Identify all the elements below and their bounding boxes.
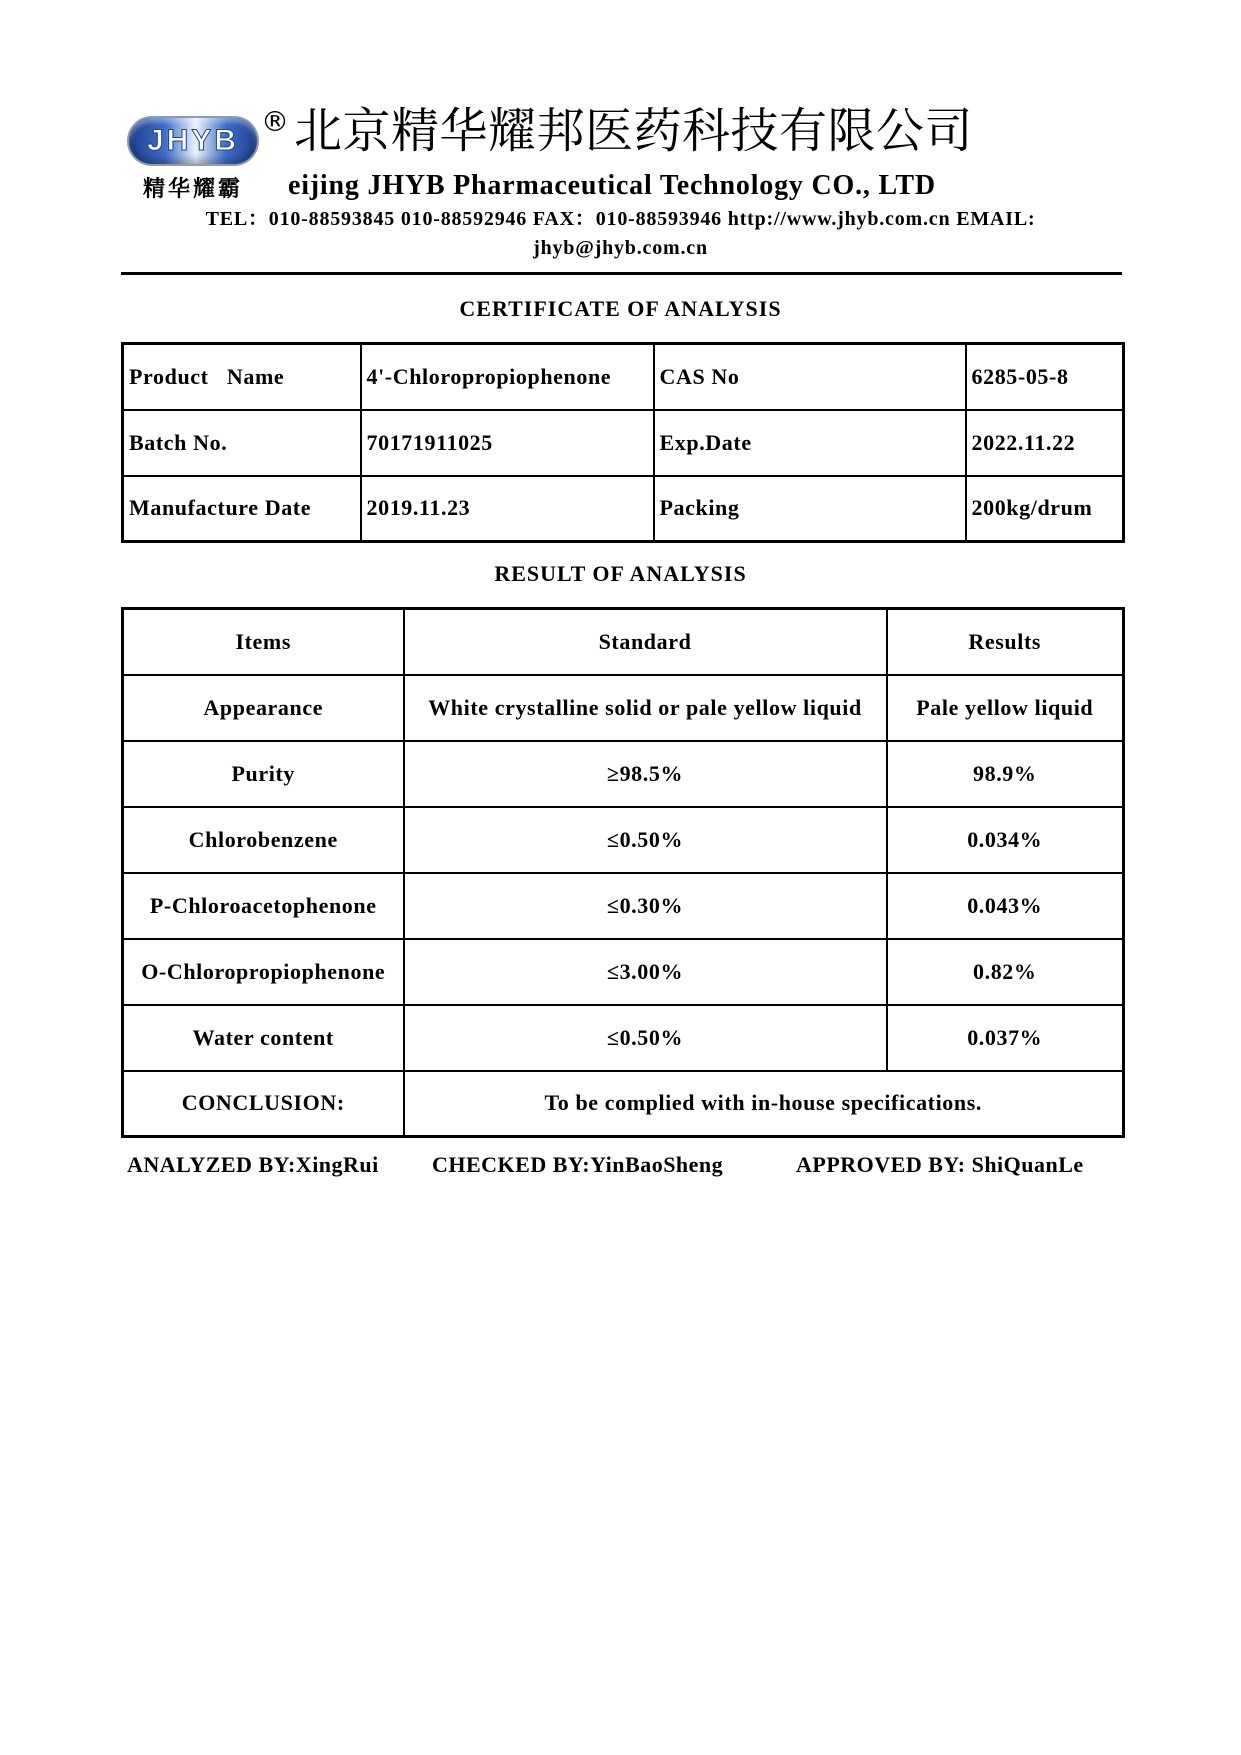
standard-cell: ≥98.5%	[404, 741, 887, 807]
contact-email: jhyb@jhyb.com.cn	[533, 237, 708, 259]
table-row	[123, 410, 1124, 476]
product-info-table	[121, 342, 1125, 543]
table-header-row	[123, 609, 1124, 675]
table-row	[123, 939, 1124, 1005]
result-cell: 0.82%	[887, 939, 1124, 1005]
conclusion-label: CONCLUSION:	[123, 1071, 404, 1137]
standard-cell: ≤0.50%	[404, 807, 887, 873]
standard-cell: ≤0.50%	[404, 1005, 887, 1071]
result-title: RESULT OF ANALYSIS	[494, 561, 747, 586]
item-cell: Chlorobenzene	[123, 807, 404, 873]
result-cell: Pale yellow liquid	[887, 675, 1124, 741]
header-divider	[121, 272, 1122, 275]
column-header-results: Results	[887, 609, 1124, 675]
item-cell: Purity	[123, 741, 404, 807]
table-row	[123, 675, 1124, 741]
standard-cell: ≤3.00%	[404, 939, 887, 1005]
logo-subtitle: 精华耀霸	[143, 177, 244, 202]
company-logo	[127, 116, 259, 166]
packing-label: Packing	[654, 476, 966, 542]
contact-line: TEL：010-88593845 010-88592946 FAX：010-88593946 http://www.jhyb.com.cn EMAIL:	[205, 208, 1036, 230]
item-cell: P-Chloroacetophenone	[123, 873, 404, 939]
conclusion-row	[123, 1071, 1124, 1137]
item-cell: Water content	[123, 1005, 404, 1071]
company-name-english: eijing JHYB Pharmaceutical Technology CO., LTD	[288, 170, 936, 201]
result-cell: 0.034%	[887, 807, 1124, 873]
analyzed-by-signature: ANALYZED BY:XingRui	[127, 1152, 379, 1177]
item-cell: Appearance	[123, 675, 404, 741]
table-row	[123, 873, 1124, 939]
result-cell: 0.043%	[887, 873, 1124, 939]
results-table	[121, 607, 1125, 1138]
column-header-items: Items	[123, 609, 404, 675]
result-cell: 0.037%	[887, 1005, 1124, 1071]
column-header-standard: Standard	[404, 609, 887, 675]
standard-cell: White crystalline solid or pale yellow liquid	[404, 675, 887, 741]
product-name-value: 4'-Chloropropiophenone	[361, 344, 654, 410]
batch-no-value: 70171911025	[361, 410, 654, 476]
table-row	[123, 741, 1124, 807]
table-row	[123, 1005, 1124, 1071]
exp-date-label: Exp.Date	[654, 410, 966, 476]
batch-no-label: Batch No.	[123, 410, 361, 476]
company-name-chinese: 北京精华耀邦医药科技有限公司	[294, 103, 974, 159]
conclusion-text: To be complied with in-house specifications.	[404, 1071, 1124, 1137]
product-name-label: Product Name	[123, 344, 361, 410]
cas-no-label: CAS No	[654, 344, 966, 410]
approved-by-signature: APPROVED BY: ShiQuanLe	[796, 1152, 1084, 1177]
certificate-title: CERTIFICATE OF ANALYSIS	[459, 296, 782, 321]
item-cell: O-Chloropropiophenone	[123, 939, 404, 1005]
checked-by-signature: CHECKED BY:YinBaoSheng	[432, 1152, 724, 1177]
registered-trademark-mark: ®	[261, 105, 289, 138]
logo-lettering: JHYB	[146, 124, 240, 157]
table-row	[123, 807, 1124, 873]
result-cell: 98.9%	[887, 741, 1124, 807]
exp-date-value: 2022.11.22	[966, 410, 1124, 476]
standard-cell: ≤0.30%	[404, 873, 887, 939]
packing-value: 200kg/drum	[966, 476, 1124, 542]
manufacture-date-value: 2019.11.23	[361, 476, 654, 542]
manufacture-date-label: Manufacture Date	[123, 476, 361, 542]
table-row	[123, 344, 1124, 410]
table-row	[123, 476, 1124, 542]
cas-no-value: 6285-05-8	[966, 344, 1124, 410]
